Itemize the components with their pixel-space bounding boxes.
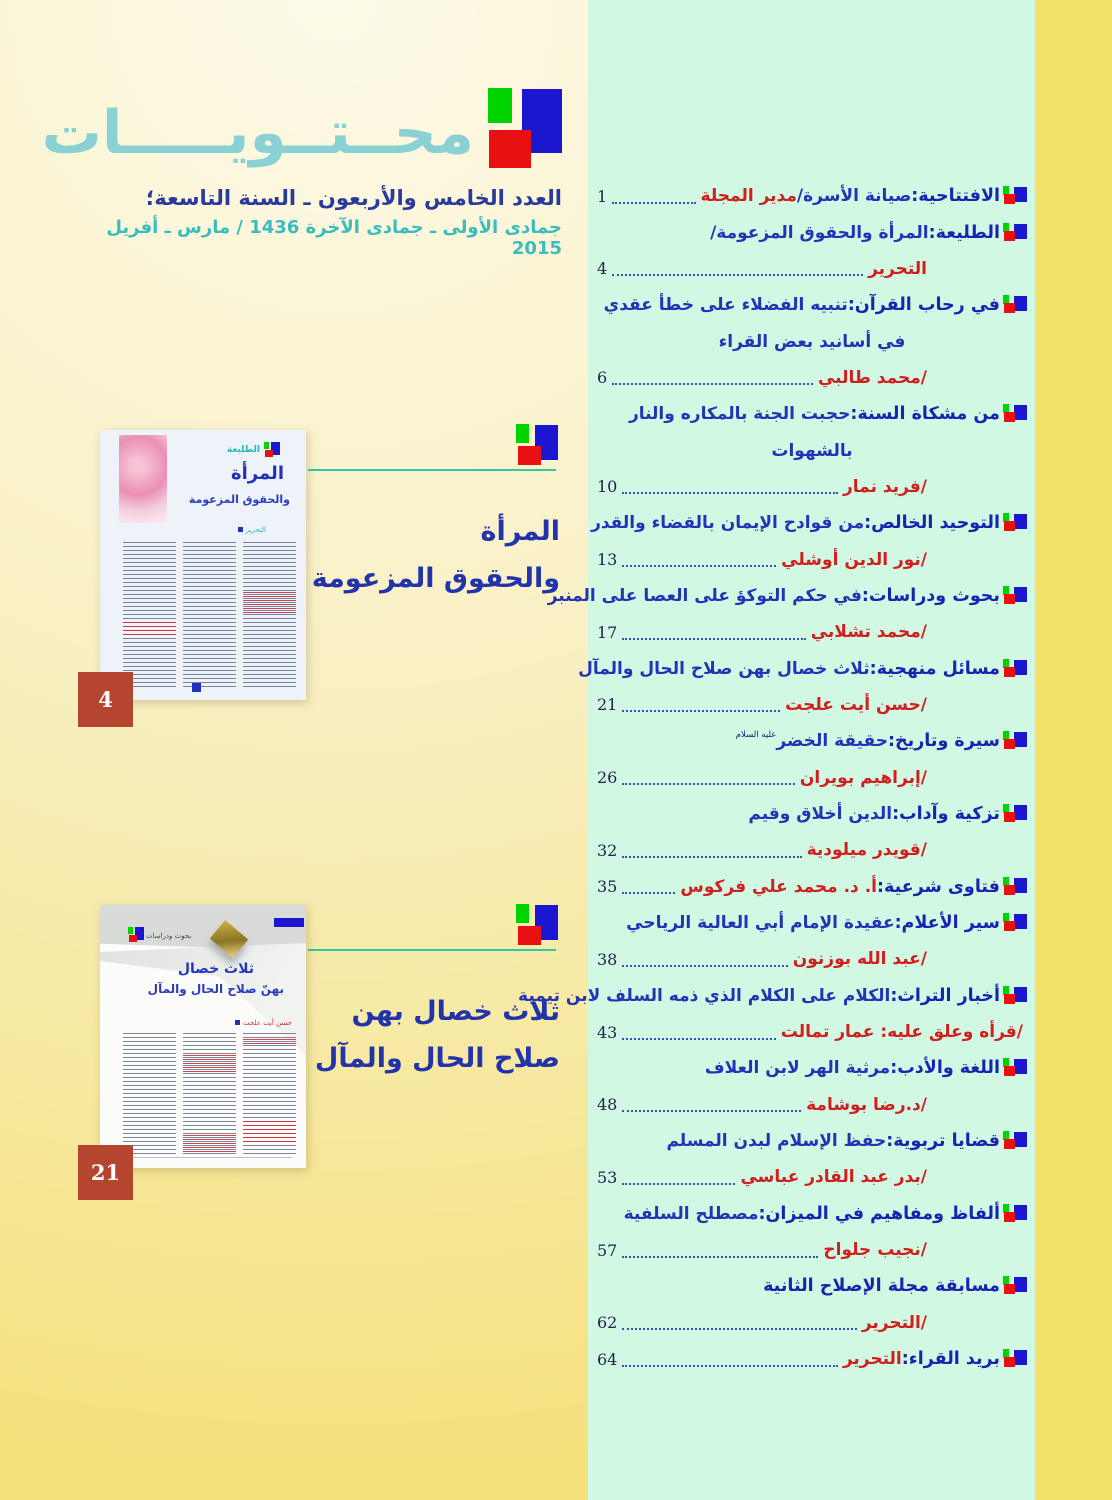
text-column xyxy=(123,542,176,690)
toc-entry-line xyxy=(597,323,1027,359)
thumb-kicker: الطليعة xyxy=(226,445,260,455)
dot-leader xyxy=(612,370,813,385)
toc-text-segment: عقيدة الإمام أبي العالية الرياحي xyxy=(626,913,895,934)
toc-text-segment: الافتتاحية: xyxy=(911,186,1000,207)
page-number: 1 xyxy=(597,186,608,206)
toc-entry-line xyxy=(597,1196,1027,1232)
feature-title-line2: صلاح الحال والمآل xyxy=(314,1043,560,1074)
page-number: 62 xyxy=(597,1313,618,1333)
toc-text-segment: بحوث ودراسات: xyxy=(861,585,1000,606)
magazine-logo-squares-icon xyxy=(516,904,558,945)
page-number: 21 xyxy=(597,695,618,715)
toc-entry-line xyxy=(597,723,1027,759)
page-number: 10 xyxy=(597,477,618,497)
toc-text-segment: فتاوى شرعية: xyxy=(877,876,1000,897)
entry-squares-icon xyxy=(1003,659,1027,679)
toc-entry-line xyxy=(597,469,1027,505)
toc-text-segment: حقيقة الخضر xyxy=(776,731,889,752)
toc-text-segment: التوحيد الخالص: xyxy=(864,513,1000,534)
toc-entry-line xyxy=(597,614,1027,650)
magazine-logo-squares-icon xyxy=(516,424,558,465)
toc-text-segment: تزكية وآداب: xyxy=(892,804,1000,825)
toc-entry-line xyxy=(597,1341,1027,1377)
toc-text-segment: /قرأه وعلق عليه: عمار تمالت xyxy=(780,1022,1023,1043)
text-column xyxy=(243,542,296,690)
text-column xyxy=(183,542,236,690)
toc-text-segment: /حسن أيت علجت xyxy=(785,694,927,715)
toc-entry-line xyxy=(597,541,1027,577)
toc-text-segment: /عبد الله بوزنون xyxy=(792,949,927,970)
toc-entry-line xyxy=(597,1159,1027,1195)
toc-entry-line xyxy=(597,1014,1027,1050)
page-number: 64 xyxy=(597,1349,618,1369)
article-page-thumbnail-2 xyxy=(100,905,306,1168)
toc-entry-line xyxy=(597,941,1027,977)
dot-leader xyxy=(622,1352,837,1367)
magazine-logo-squares-icon xyxy=(264,442,280,458)
thumb-byline: التحرير xyxy=(238,526,266,534)
toc-entry-line xyxy=(597,1268,1027,1304)
page-number: 57 xyxy=(597,1240,618,1260)
toc-text-segment: تنبيه الفضلاء على خطأ عقدي xyxy=(603,295,848,316)
highlighted-text xyxy=(183,1135,236,1153)
page-number-badge: 4 xyxy=(78,672,133,727)
entry-squares-icon xyxy=(1003,913,1027,933)
page-number: 32 xyxy=(597,840,618,860)
entry-squares-icon xyxy=(1003,1204,1027,1224)
thumb-kicker: بحوث ودراسات xyxy=(146,932,192,940)
entry-squares-icon xyxy=(1003,804,1027,824)
toc-text-segment: صيانة الأسرة/ xyxy=(796,186,912,207)
page-number: 13 xyxy=(597,550,618,570)
entry-squares-icon xyxy=(1003,404,1027,424)
thumb-title: المرأة xyxy=(231,463,284,484)
date-line: جمادى الأولى ـ جمادى الآخرة 1436 / مارس ـ أفريل 2015 xyxy=(106,217,562,259)
dot-leader xyxy=(622,1025,775,1040)
feature-title xyxy=(308,988,560,1082)
toc-text-segment: /نجيب جلواح xyxy=(823,1240,927,1261)
masthead-row xyxy=(41,86,562,182)
thumb-title: ثلاث خصال xyxy=(177,961,254,977)
thumb-subtitle: والحقوق المزعومة xyxy=(188,493,290,506)
toc-text-segment: الكلام على الكلام الذي ذمه السلف لابن تيمية xyxy=(518,985,891,1006)
toc-text-segment: /محمد طالبي xyxy=(817,367,927,388)
roses-photo xyxy=(119,435,167,523)
highlighted-text xyxy=(243,1121,296,1143)
dot-leader xyxy=(622,879,675,894)
dot-leader xyxy=(622,952,787,967)
table-of-contents xyxy=(518,178,1027,1377)
toc-entry-line xyxy=(597,832,1027,868)
dot-leader xyxy=(622,1315,856,1330)
toc-text-segment: التحرير xyxy=(842,1349,902,1370)
toc-entry-line xyxy=(597,796,1027,832)
toc-text-segment: في أسانيد بعض القراء xyxy=(718,331,906,352)
thumb-subtitle: بهنّ صلاح الحال والمآل xyxy=(147,982,284,996)
folio-square xyxy=(192,683,201,692)
page-number: 53 xyxy=(597,1167,618,1187)
magazine-logo-squares-icon xyxy=(488,86,562,182)
page-number: 6 xyxy=(597,368,608,388)
dot-leader xyxy=(622,1243,818,1258)
toc-text-segment: مسائل منهجية: xyxy=(869,658,1000,679)
toc-text-segment: عليه السلام xyxy=(735,730,777,741)
feature-title-line2: والحقوق المزعومة xyxy=(311,563,560,594)
toc-text-segment: /محمد تشلابي xyxy=(810,622,927,643)
entry-squares-icon xyxy=(1003,295,1027,315)
toc-entry-line xyxy=(597,360,1027,396)
page-number: 48 xyxy=(597,1095,618,1115)
toc-text-segment: الدين أخلاق وقيم xyxy=(748,804,893,825)
entry-squares-icon xyxy=(1003,1058,1027,1078)
highlighted-text xyxy=(243,592,296,616)
entry-squares-icon xyxy=(1003,513,1027,533)
toc-entry-line xyxy=(597,1050,1027,1086)
toc-text-segment: مدير المجلة xyxy=(700,186,797,207)
toc-entry-line xyxy=(597,687,1027,723)
toc-entry-line xyxy=(597,1087,1027,1123)
toc-text-segment: /فريد نمار xyxy=(843,476,927,497)
toc-text-segment: سير الأعلام: xyxy=(894,913,1000,934)
article-page-thumbnail-1 xyxy=(100,430,306,700)
toc-text-segment: بريد القراء: xyxy=(901,1349,1000,1370)
page-title: محــتــويـــــات xyxy=(41,98,474,168)
teal-divider-line xyxy=(308,469,556,471)
entry-squares-icon xyxy=(1003,877,1027,897)
toc-entry-line xyxy=(597,214,1027,250)
feature-title xyxy=(308,508,560,602)
toc-text-segment: أخبار التراث: xyxy=(890,985,1000,1006)
toc-entry-line xyxy=(597,760,1027,796)
toc-text-segment: /إبراهيم بويران xyxy=(799,767,927,788)
toc-text-segment: المرأة والحقوق المزعومة/ xyxy=(710,222,929,243)
toc-entry-line xyxy=(597,1232,1027,1268)
toc-text-segment: من قوادح الإيمان بالقضاء والقدر xyxy=(591,513,865,534)
dot-leader xyxy=(612,189,695,204)
toc-entry-line xyxy=(597,1305,1027,1341)
dot-leader xyxy=(622,625,805,640)
dot-leader xyxy=(612,261,863,276)
page-number: 35 xyxy=(597,877,618,897)
toc-entry-line xyxy=(597,396,1027,432)
dot-leader xyxy=(622,697,780,712)
toc-text-segment: قضايا تربوية: xyxy=(886,1131,1000,1152)
dot-leader xyxy=(622,479,838,494)
dot-leader xyxy=(622,770,795,785)
toc-entry-line xyxy=(597,178,1027,214)
toc-entry-line xyxy=(597,869,1027,905)
toc-text-segment: التحرير xyxy=(868,258,927,279)
feature-title-line1: المرأة xyxy=(480,516,560,547)
dot-leader xyxy=(622,843,801,858)
toc-text-segment: ألفاظ ومفاهيم في الميزان: xyxy=(758,1203,1000,1224)
page-number: 38 xyxy=(597,949,618,969)
magazine-logo-squares-icon xyxy=(128,927,144,943)
entry-squares-icon xyxy=(1003,223,1027,243)
highlighted-text xyxy=(243,1039,296,1047)
entry-squares-icon xyxy=(1003,986,1027,1006)
entry-squares-icon xyxy=(1003,1276,1027,1296)
blue-corner-bar xyxy=(274,918,304,927)
highlighted-text xyxy=(183,1055,236,1075)
toc-text-segment: مصطلح السلفية xyxy=(623,1203,759,1224)
masthead xyxy=(41,86,562,259)
toc-text-segment: ثلاث خصال بهن صلاح الحال والمآل xyxy=(578,658,870,679)
toc-entry-line xyxy=(597,287,1027,323)
toc-text-segment: /نور الدين أوشلي xyxy=(781,549,927,570)
toc-text-segment: /التحرير xyxy=(861,1312,927,1333)
toc-entry-line xyxy=(547,578,1027,614)
toc-text-segment: /قويدر ميلودية xyxy=(806,840,927,861)
page-number-badge: 21 xyxy=(78,1145,133,1200)
toc-text-segment: اللغة والأدب: xyxy=(890,1058,1000,1079)
toc-text-segment: /بدر عبد القادر عباسي xyxy=(740,1167,927,1188)
issue-line: العدد الخامس والأربعون ـ السنة التاسعة؛ xyxy=(145,186,562,210)
toc-entry-line xyxy=(597,1123,1027,1159)
feature-title-line1: ثلاث خصال بهن xyxy=(351,996,560,1027)
toc-text-segment: أ. د. محمد علي فركوس xyxy=(680,876,877,897)
dot-leader xyxy=(622,1170,735,1185)
toc-text-segment: حجبت الجنة بالمكاره والنار xyxy=(628,404,851,425)
page-number: 4 xyxy=(597,259,608,279)
page-number: 43 xyxy=(597,1022,618,1042)
toc-text-segment: في رحاب القرآن: xyxy=(847,295,1000,316)
toc-text-segment: حفظ الإسلام لبدن المسلم xyxy=(666,1131,887,1152)
toc-entry-line xyxy=(597,905,1027,941)
toc-entry-line xyxy=(578,650,1027,686)
entry-squares-icon xyxy=(1003,731,1027,751)
feature-label-2 xyxy=(308,904,560,1094)
entry-squares-icon xyxy=(1003,586,1027,606)
entry-squares-icon xyxy=(1003,186,1027,206)
toc-text-segment: /د.رضا بوشامة xyxy=(806,1094,927,1115)
thumb-byline: حسن أيت علجت xyxy=(235,1019,292,1027)
toc-entry-line xyxy=(591,505,1027,541)
right-yellow-strip xyxy=(1035,0,1112,1500)
entry-squares-icon xyxy=(1003,1131,1027,1151)
highlighted-text xyxy=(123,622,176,638)
toc-text-segment: بالشهوات xyxy=(771,440,853,461)
dot-leader xyxy=(622,1097,801,1112)
text-column xyxy=(123,1033,176,1155)
toc-text-segment: في حكم التوكؤ على العصا على المنبر xyxy=(547,585,862,606)
footer-rule xyxy=(114,1157,292,1158)
toc-text-segment: من مشكاة السنة: xyxy=(850,404,1000,425)
toc-text-segment: الطليعة: xyxy=(928,222,1000,243)
toc-text-segment: سيرة وتاريخ: xyxy=(888,731,1000,752)
toc-text-segment: مسابقة مجلة الإصلاح الثانية xyxy=(763,1276,1000,1297)
feature-label-1 xyxy=(308,424,560,614)
page-number: 17 xyxy=(597,622,618,642)
toc-text-segment: مرثية الهر لابن العلاف xyxy=(704,1058,891,1079)
page-number: 26 xyxy=(597,768,618,788)
entry-squares-icon xyxy=(1003,1349,1027,1369)
toc-entry-line xyxy=(597,432,1027,468)
toc-entry-line xyxy=(518,978,1027,1014)
teal-divider-line xyxy=(308,949,556,951)
dot-leader xyxy=(622,552,776,567)
toc-entry-line xyxy=(597,251,1027,287)
